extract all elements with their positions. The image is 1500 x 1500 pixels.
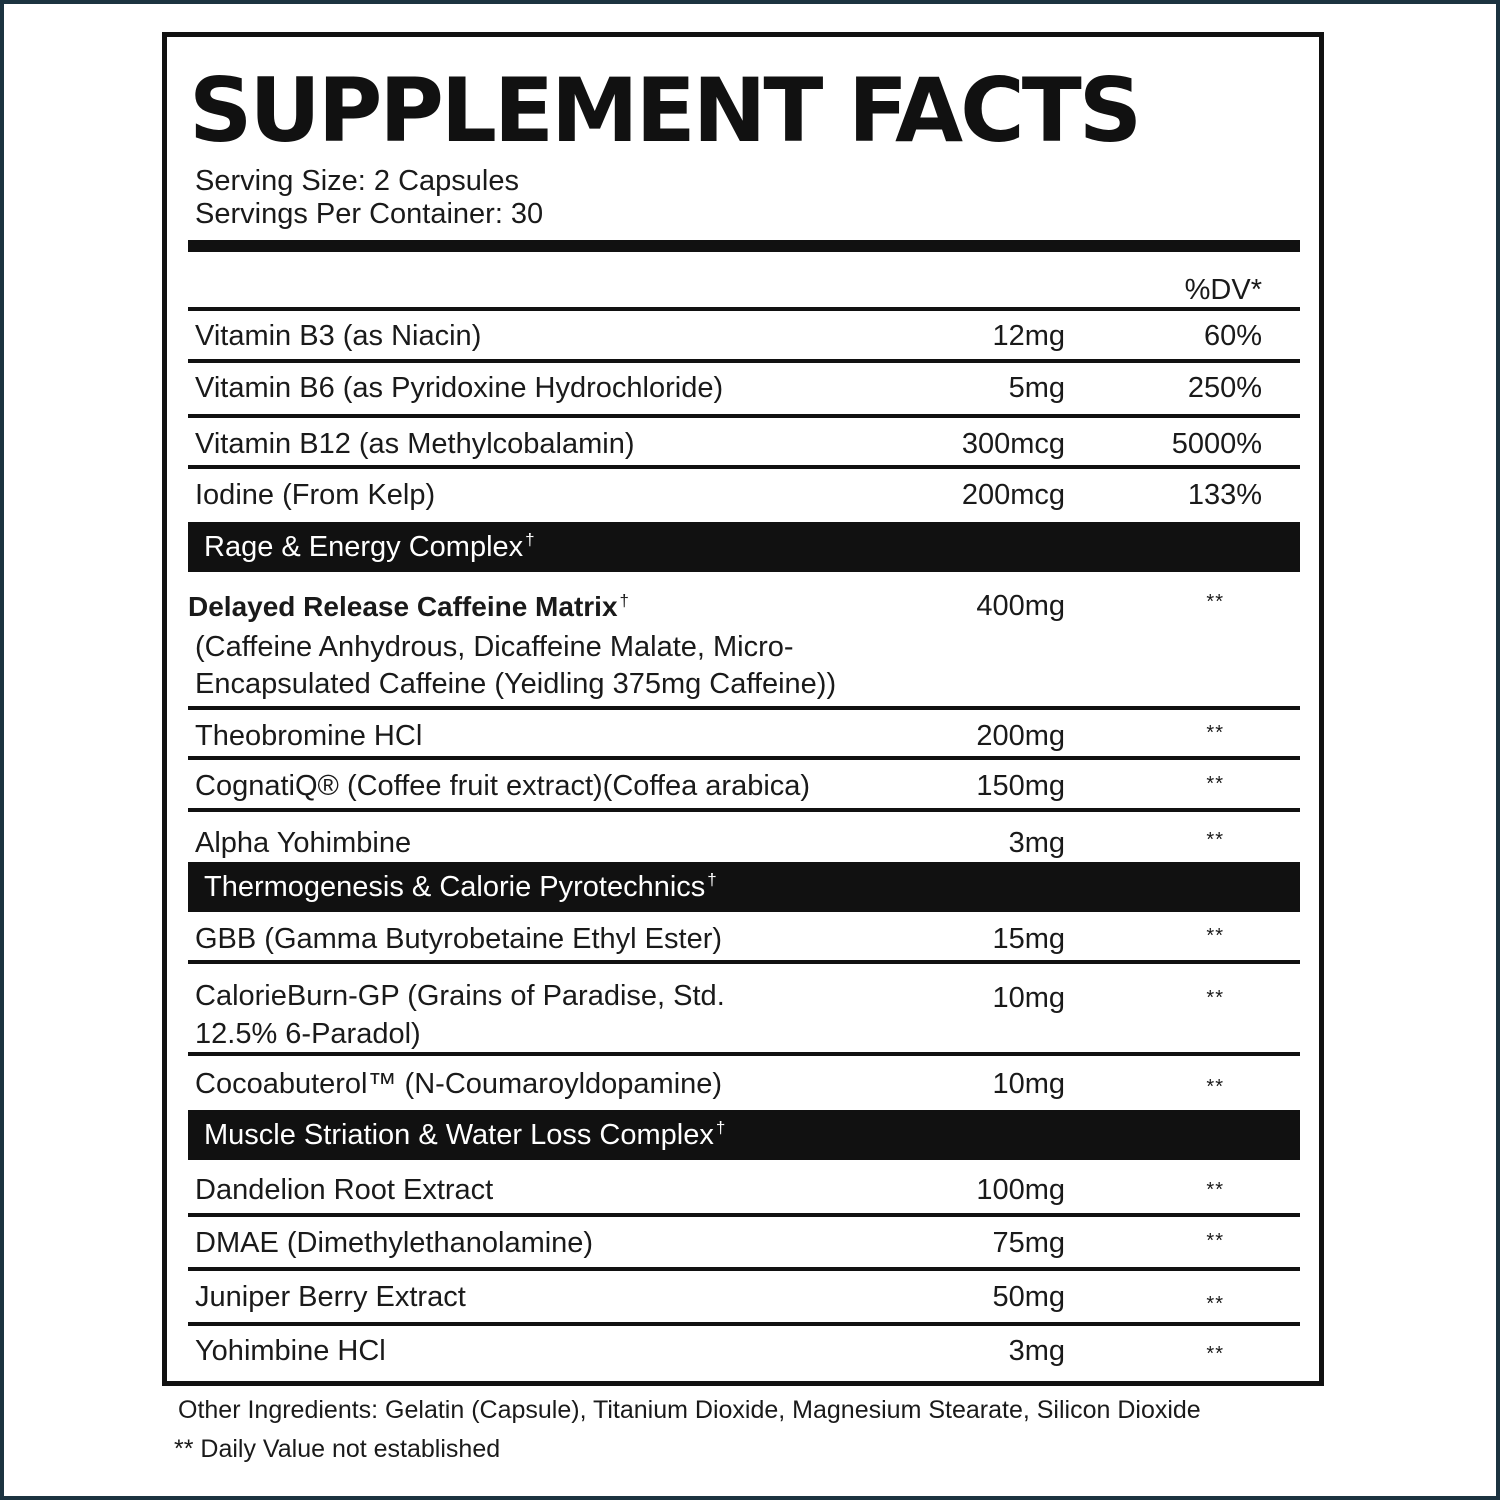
divider xyxy=(188,756,1300,760)
ingredient-amount: 10mg xyxy=(992,982,1065,1014)
ingredient-dv: ** xyxy=(1206,1293,1224,1315)
ingredient-name: Delayed Release Caffeine Matrix † xyxy=(188,591,629,622)
ingredient-description: (Caffeine Anhydrous, Dicaffeine Malate, Micro-Encapsulated Caffeine (Yeidling 375mg Caffeine)) xyxy=(195,631,837,700)
ingredient-dv: 133% xyxy=(1187,479,1262,511)
ingredient-name: Iodine (From Kelp) xyxy=(195,479,436,511)
section-header-thermogenesis xyxy=(188,862,1300,912)
ingredient-dv: ** xyxy=(1206,829,1224,851)
divider xyxy=(188,1213,1300,1217)
divider xyxy=(188,1052,1300,1056)
section-title: Rage & Energy Complex † xyxy=(204,530,535,563)
serving-size: Serving Size: 2 Capsules xyxy=(195,165,519,197)
daily-value-footnote: ** Daily Value not established xyxy=(174,1435,501,1463)
ingredient-amount: 200mg xyxy=(976,720,1065,752)
divider xyxy=(188,359,1300,363)
ingredient-name: DMAE (Dimethylethanolamine) xyxy=(195,1227,594,1259)
section-title: Thermogenesis & Calorie Pyrotechnics † xyxy=(204,870,717,903)
thick-divider xyxy=(188,240,1300,252)
ingredient-dv: 5000% xyxy=(1171,428,1262,460)
ingredient-name: GBB (Gamma Butyrobetaine Ethyl Ester) xyxy=(195,923,723,955)
ingredient-amount: 3mg xyxy=(1008,1335,1065,1367)
ingredient-dv: ** xyxy=(1206,987,1224,1009)
ingredient-dv: ** xyxy=(1206,1230,1224,1252)
ingredient-name: Vitamin B12 (as Methylcobalamin) xyxy=(195,428,635,460)
divider xyxy=(188,706,1300,710)
ingredient-amount: 300mcg xyxy=(961,428,1065,460)
ingredient-name: Dandelion Root Extract xyxy=(195,1174,494,1206)
divider xyxy=(188,960,1300,964)
panel-title: SUPPLEMENT FACTS xyxy=(189,59,1140,162)
ingredient-amount: 150mg xyxy=(976,770,1065,802)
divider xyxy=(188,1322,1300,1326)
section-header-rage-energy xyxy=(188,522,1300,572)
divider xyxy=(188,307,1300,311)
ingredient-dv: ** xyxy=(1206,1076,1224,1098)
ingredient-dv: ** xyxy=(1206,925,1224,947)
ingredient-amount: 400mg xyxy=(976,590,1065,622)
ingredient-name: Juniper Berry Extract xyxy=(195,1281,466,1313)
ingredient-name: CalorieBurn-GP (Grains of Paradise, Std. 12.5% 6-Paradol) xyxy=(195,980,725,1050)
ingredient-amount: 10mg xyxy=(992,1068,1065,1100)
ingredient-dv: ** xyxy=(1206,591,1224,613)
ingredient-dv: ** xyxy=(1206,773,1224,795)
section-header-muscle-striation xyxy=(188,1110,1300,1160)
divider xyxy=(188,414,1300,418)
section-title: Muscle Striation & Water Loss Complex † xyxy=(204,1118,726,1151)
ingredient-name: Cocoabuterol™ (N-Coumaroyldopamine) xyxy=(195,1068,723,1100)
divider xyxy=(188,808,1300,812)
servings-per-container: Servings Per Container: 30 xyxy=(195,198,544,230)
supplement-facts-panel xyxy=(162,32,1324,1386)
ingredient-name: Theobromine HCl xyxy=(195,720,423,752)
ingredient-dv: ** xyxy=(1206,722,1224,744)
divider xyxy=(188,465,1300,469)
divider xyxy=(188,1267,1300,1271)
ingredient-name: CognatiQ® (Coffee fruit extract)(Coffea arabica) xyxy=(195,770,811,802)
ingredient-name: Alpha Yohimbine xyxy=(195,827,412,859)
ingredient-amount: 12mg xyxy=(992,320,1065,352)
ingredient-amount: 75mg xyxy=(992,1227,1065,1259)
ingredient-amount: 5mg xyxy=(1008,372,1065,404)
ingredient-name: Vitamin B3 (as Niacin) xyxy=(195,320,482,352)
ingredient-name: Vitamin B6 (as Pyridoxine Hydrochloride) xyxy=(195,372,724,404)
dv-column-header: %DV* xyxy=(1184,274,1262,306)
ingredient-amount: 15mg xyxy=(992,923,1065,955)
ingredient-amount: 200mcg xyxy=(961,479,1065,511)
other-ingredients: Other Ingredients: Gelatin (Capsule), Titanium Dioxide, Magnesium Stearate, Silicon Dioxide xyxy=(178,1396,1201,1424)
ingredient-dv: 60% xyxy=(1203,320,1262,352)
ingredient-amount: 50mg xyxy=(992,1281,1065,1313)
ingredient-dv: 250% xyxy=(1187,372,1262,404)
ingredient-amount: 3mg xyxy=(1008,827,1065,859)
ingredient-dv: ** xyxy=(1206,1179,1224,1201)
ingredient-amount: 100mg xyxy=(976,1174,1065,1206)
ingredient-dv: ** xyxy=(1206,1343,1224,1365)
ingredient-name: Yohimbine HCl xyxy=(195,1335,386,1367)
